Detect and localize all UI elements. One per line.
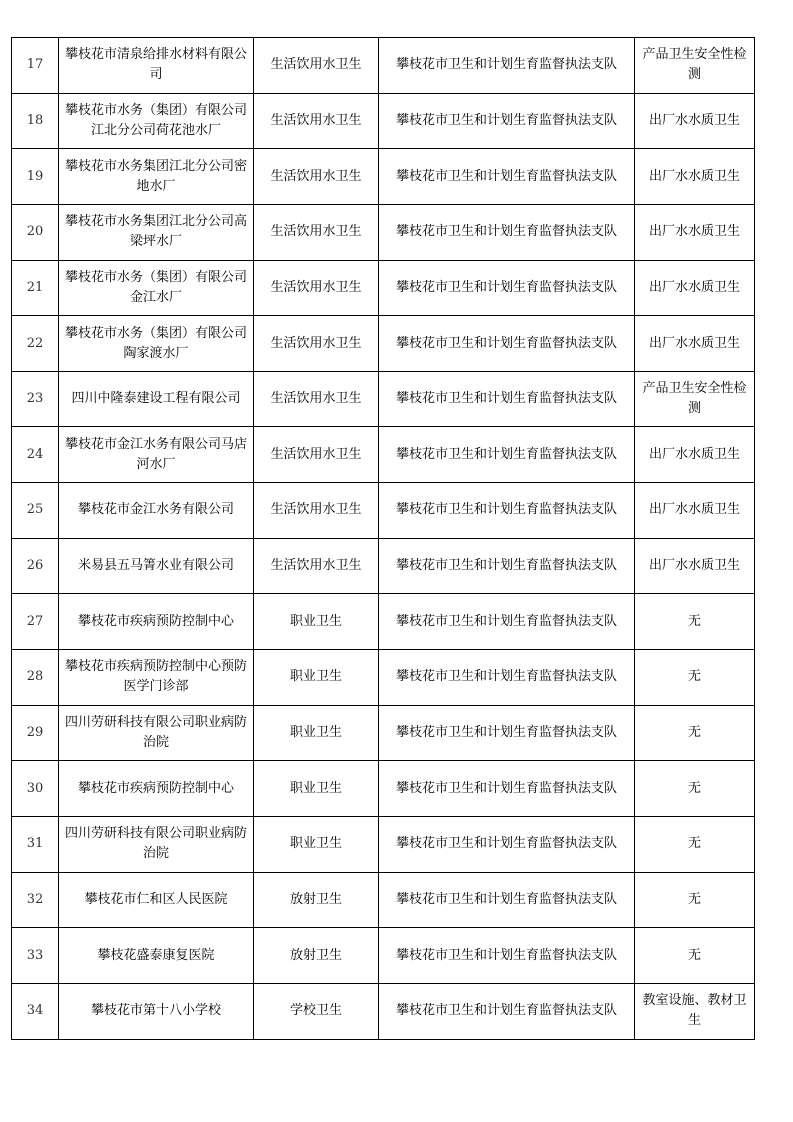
inspection-item: 出厂水水质卫生 xyxy=(635,260,755,316)
inspection-category: 生活饮用水卫生 xyxy=(254,260,379,316)
table-row xyxy=(12,594,755,650)
unit-name: 攀枝花市清泉给排水材料有限公司 xyxy=(59,38,254,94)
inspection-item: 无 xyxy=(635,594,755,650)
inspection-item: 无 xyxy=(635,761,755,817)
inspection-category: 放射卫生 xyxy=(254,872,379,928)
table-row xyxy=(12,427,755,483)
inspection-category: 职业卫生 xyxy=(254,594,379,650)
row-number: 18 xyxy=(12,93,59,149)
inspecting-agency: 攀枝花市卫生和计划生育监督执法支队 xyxy=(379,260,635,316)
unit-name: 攀枝花市水务（集团）有限公司金江水厂 xyxy=(59,260,254,316)
row-number: 27 xyxy=(12,594,59,650)
inspection-category: 生活饮用水卫生 xyxy=(254,93,379,149)
inspection-item: 出厂水水质卫生 xyxy=(635,93,755,149)
inspection-category: 生活饮用水卫生 xyxy=(254,316,379,372)
row-number: 24 xyxy=(12,427,59,483)
table-row xyxy=(12,816,755,872)
inspection-item: 无 xyxy=(635,705,755,761)
inspecting-agency: 攀枝花市卫生和计划生育监督执法支队 xyxy=(379,93,635,149)
inspection-item: 无 xyxy=(635,650,755,706)
inspecting-agency: 攀枝花市卫生和计划生育监督执法支队 xyxy=(379,761,635,817)
table-row xyxy=(12,260,755,316)
table-row xyxy=(12,761,755,817)
inspection-category: 生活饮用水卫生 xyxy=(254,149,379,205)
unit-name: 攀枝花市水务（集团）有限公司江北分公司荷花池水厂 xyxy=(59,93,254,149)
inspection-category: 生活饮用水卫生 xyxy=(254,204,379,260)
inspecting-agency: 攀枝花市卫生和计划生育监督执法支队 xyxy=(379,650,635,706)
unit-name: 四川劳研科技有限公司职业病防治院 xyxy=(59,816,254,872)
inspection-item: 出厂水水质卫生 xyxy=(635,316,755,372)
inspecting-agency: 攀枝花市卫生和计划生育监督执法支队 xyxy=(379,816,635,872)
unit-name: 四川劳研科技有限公司职业病防治院 xyxy=(59,705,254,761)
unit-name: 攀枝花市疾病预防控制中心 xyxy=(59,594,254,650)
table-row xyxy=(12,204,755,260)
inspecting-agency: 攀枝花市卫生和计划生育监督执法支队 xyxy=(379,149,635,205)
inspection-item: 出厂水水质卫生 xyxy=(635,483,755,539)
row-number: 17 xyxy=(12,38,59,94)
table-row xyxy=(12,928,755,984)
inspection-category: 职业卫生 xyxy=(254,816,379,872)
table-row xyxy=(12,983,755,1039)
table-row xyxy=(12,38,755,94)
inspecting-agency: 攀枝花市卫生和计划生育监督执法支队 xyxy=(379,38,635,94)
inspection-table xyxy=(11,37,755,1040)
table-row xyxy=(12,538,755,594)
row-number: 22 xyxy=(12,316,59,372)
inspecting-agency: 攀枝花市卫生和计划生育监督执法支队 xyxy=(379,371,635,427)
unit-name: 攀枝花市疾病预防控制中心预防医学门诊部 xyxy=(59,650,254,706)
unit-name: 攀枝花市水务（集团）有限公司陶家渡水厂 xyxy=(59,316,254,372)
row-number: 19 xyxy=(12,149,59,205)
inspection-category: 生活饮用水卫生 xyxy=(254,371,379,427)
inspection-item: 出厂水水质卫生 xyxy=(635,427,755,483)
unit-name: 攀枝花市第十八小学校 xyxy=(59,983,254,1039)
inspection-category: 生活饮用水卫生 xyxy=(254,38,379,94)
table-row xyxy=(12,705,755,761)
inspection-item: 教室设施、教材卫生 xyxy=(635,983,755,1039)
inspection-category: 职业卫生 xyxy=(254,761,379,817)
inspection-item: 出厂水水质卫生 xyxy=(635,538,755,594)
inspecting-agency: 攀枝花市卫生和计划生育监督执法支队 xyxy=(379,483,635,539)
inspecting-agency: 攀枝花市卫生和计划生育监督执法支队 xyxy=(379,427,635,483)
inspection-category: 职业卫生 xyxy=(254,705,379,761)
unit-name: 攀枝花盛泰康复医院 xyxy=(59,928,254,984)
inspection-item: 出厂水水质卫生 xyxy=(635,204,755,260)
table-row xyxy=(12,483,755,539)
row-number: 21 xyxy=(12,260,59,316)
inspecting-agency: 攀枝花市卫生和计划生育监督执法支队 xyxy=(379,983,635,1039)
table-row xyxy=(12,93,755,149)
inspecting-agency: 攀枝花市卫生和计划生育监督执法支队 xyxy=(379,872,635,928)
unit-name: 攀枝花市水务集团江北分公司密地水厂 xyxy=(59,149,254,205)
inspection-category: 职业卫生 xyxy=(254,650,379,706)
inspection-item: 无 xyxy=(635,816,755,872)
row-number: 31 xyxy=(12,816,59,872)
inspecting-agency: 攀枝花市卫生和计划生育监督执法支队 xyxy=(379,204,635,260)
inspection-item: 产品卫生安全性检测 xyxy=(635,38,755,94)
table-row xyxy=(12,316,755,372)
unit-name: 攀枝花市金江水务有限公司马店河水厂 xyxy=(59,427,254,483)
inspection-item: 产品卫生安全性检测 xyxy=(635,371,755,427)
table-row xyxy=(12,149,755,205)
row-number: 26 xyxy=(12,538,59,594)
inspection-item: 无 xyxy=(635,928,755,984)
inspection-item: 出厂水水质卫生 xyxy=(635,149,755,205)
unit-name: 攀枝花市水务集团江北分公司高梁坪水厂 xyxy=(59,204,254,260)
row-number: 23 xyxy=(12,371,59,427)
row-number: 28 xyxy=(12,650,59,706)
row-number: 20 xyxy=(12,204,59,260)
inspection-category: 生活饮用水卫生 xyxy=(254,483,379,539)
unit-name: 米易县五马箐水业有限公司 xyxy=(59,538,254,594)
row-number: 33 xyxy=(12,928,59,984)
table-body xyxy=(12,38,755,1040)
row-number: 25 xyxy=(12,483,59,539)
inspection-category: 放射卫生 xyxy=(254,928,379,984)
inspection-category: 生活饮用水卫生 xyxy=(254,538,379,594)
row-number: 30 xyxy=(12,761,59,817)
inspecting-agency: 攀枝花市卫生和计划生育监督执法支队 xyxy=(379,928,635,984)
unit-name: 攀枝花市金江水务有限公司 xyxy=(59,483,254,539)
inspection-category: 生活饮用水卫生 xyxy=(254,427,379,483)
table-row xyxy=(12,371,755,427)
unit-name: 攀枝花市疾病预防控制中心 xyxy=(59,761,254,817)
inspecting-agency: 攀枝花市卫生和计划生育监督执法支队 xyxy=(379,538,635,594)
inspecting-agency: 攀枝花市卫生和计划生育监督执法支队 xyxy=(379,705,635,761)
inspecting-agency: 攀枝花市卫生和计划生育监督执法支队 xyxy=(379,594,635,650)
table-row xyxy=(12,872,755,928)
row-number: 32 xyxy=(12,872,59,928)
inspecting-agency: 攀枝花市卫生和计划生育监督执法支队 xyxy=(379,316,635,372)
inspection-category: 学校卫生 xyxy=(254,983,379,1039)
unit-name: 四川中隆泰建设工程有限公司 xyxy=(59,371,254,427)
row-number: 29 xyxy=(12,705,59,761)
inspection-item: 无 xyxy=(635,872,755,928)
table-row xyxy=(12,650,755,706)
unit-name: 攀枝花市仁和区人民医院 xyxy=(59,872,254,928)
row-number: 34 xyxy=(12,983,59,1039)
